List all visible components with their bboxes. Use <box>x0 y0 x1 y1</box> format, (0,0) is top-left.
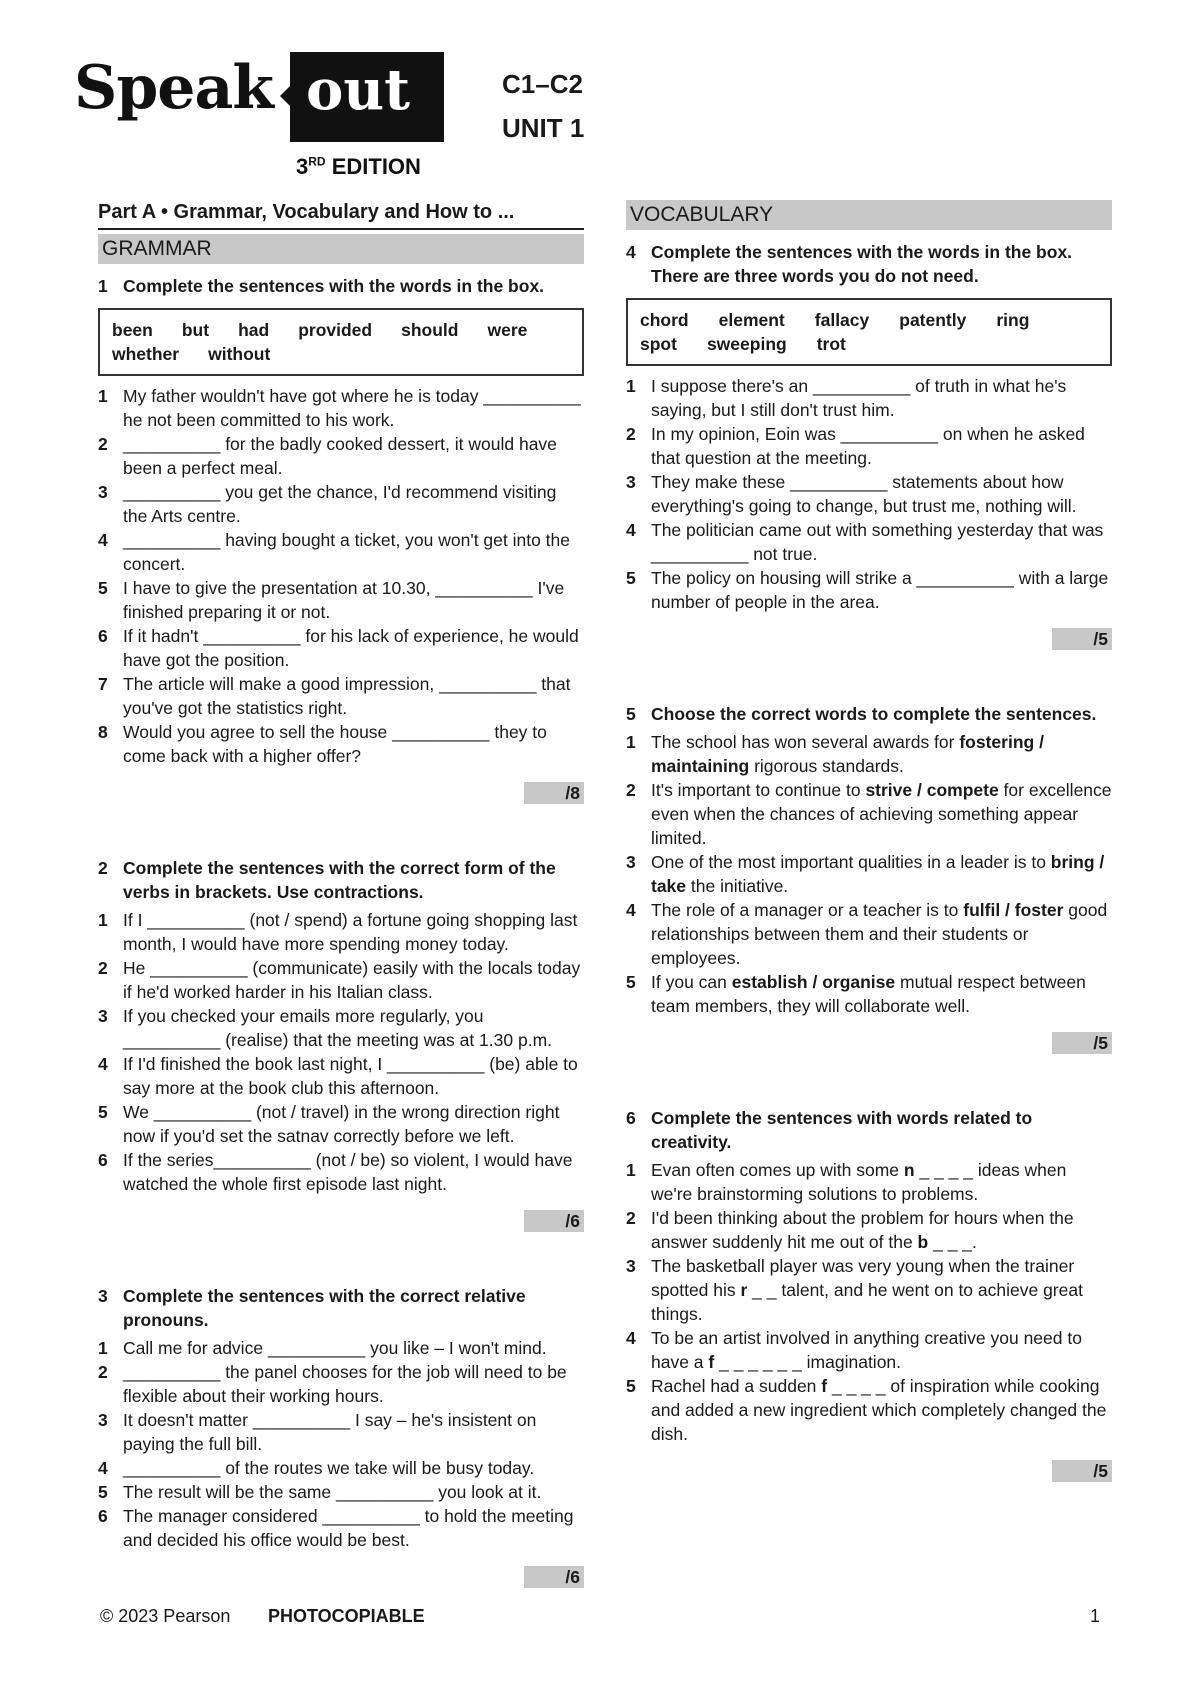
exercise-item <box>626 422 1112 470</box>
item-text: To be an artist involved in anything creative you need to have a f _ _ _ _ _ _ imagination. <box>651 1328 1082 1372</box>
item-number: 4 <box>98 1054 108 1074</box>
item-text: Call me for advice __________ you like – I won't mind. <box>123 1338 547 1358</box>
item-number: 1 <box>98 1338 108 1358</box>
word-box-item: element <box>718 310 785 330</box>
item-text: Would you agree to sell the house __________ they to come back with a higher offer? <box>123 722 547 766</box>
score-box: /5 <box>1052 1032 1112 1054</box>
item-text: __________ for the badly cooked dessert, it would have been a perfect meal. <box>123 434 557 478</box>
item-number: 6 <box>98 626 108 646</box>
item-text: If the series__________ (not / be) so violent, I would have watched the whole first episode last night. <box>123 1150 573 1194</box>
item-text: The politician came out with something yesterday that was __________ not true. <box>651 520 1104 564</box>
word-box <box>626 298 1112 366</box>
exercise-items <box>626 730 1112 1018</box>
grammar-section-bar: GRAMMAR <box>98 234 584 264</box>
score-box: /6 <box>524 1566 584 1588</box>
exercise-item <box>626 470 1112 518</box>
level-header <box>502 62 584 150</box>
exercise-item <box>98 1504 584 1552</box>
bold-choice: n <box>903 1160 915 1180</box>
exercise-item <box>626 518 1112 566</box>
word-box-item: been <box>112 320 153 340</box>
exercise-instruction: Complete the sentences with words related to creativity. <box>651 1108 1033 1152</box>
item-number: 2 <box>98 434 108 454</box>
score-box: /5 <box>1052 628 1112 650</box>
item-number: 2 <box>626 424 636 444</box>
exercise-5 <box>626 702 1112 1054</box>
item-number: 5 <box>626 972 636 992</box>
item-number: 2 <box>98 1362 108 1382</box>
item-text: The manager considered __________ to hold the meeting and decided his office would be best. <box>123 1506 574 1550</box>
unit-label: UNIT 1 <box>502 113 585 143</box>
word-box <box>98 308 584 376</box>
exercise-instruction: Complete the sentences with the words in the box. <box>123 276 545 296</box>
bold-choice: r <box>740 1280 748 1300</box>
exercise-item <box>98 1360 584 1408</box>
item-text: The policy on housing will strike a __________ with a large number of people in the area. <box>651 568 1109 612</box>
item-number: 3 <box>98 1410 108 1430</box>
exercise-item <box>98 576 584 624</box>
item-number: 5 <box>98 578 108 598</box>
exercise-item <box>626 1374 1112 1446</box>
bold-choice: establish / organise <box>731 972 896 992</box>
item-text: They make these __________ statements about how everything's going to change, but trust me, nothing will. <box>651 472 1077 516</box>
item-text: If it hadn't __________ for his lack of experience, he would have got the position. <box>123 626 579 670</box>
word-box-item: whether <box>112 344 180 364</box>
exercise-item <box>98 1004 584 1052</box>
word-box-item: provided <box>298 320 373 340</box>
exercise-item <box>98 1148 584 1196</box>
logo-out-text: out <box>306 57 410 123</box>
item-text: It doesn't matter __________ I say – he's insistent on paying the full bill. <box>123 1410 537 1454</box>
item-number: 3 <box>626 472 636 492</box>
exercise-6 <box>626 1106 1112 1482</box>
item-number: 4 <box>626 520 636 540</box>
item-number: 4 <box>626 900 636 920</box>
exercise-item <box>98 1480 584 1504</box>
item-number: 1 <box>98 386 108 406</box>
exercise-item <box>98 1052 584 1100</box>
exercise-item <box>98 1408 584 1456</box>
exercise-item <box>98 384 584 432</box>
word-box-item: fallacy <box>814 310 870 330</box>
exercise-item <box>98 432 584 480</box>
item-number: 2 <box>98 958 108 978</box>
item-text: The basketball player was very young when the trainer spotted his r _ _ talent, and he went on to achieve great things. <box>651 1256 1083 1324</box>
word-box-item: ring <box>996 310 1030 330</box>
exercise-item <box>98 624 584 672</box>
exercise-item <box>98 672 584 720</box>
exercise-number: 1 <box>98 276 108 296</box>
item-text: We __________ (not / travel) in the wrong direction right now if you'd set the satnav correctly before we left. <box>123 1102 560 1146</box>
exercise-item <box>626 778 1112 850</box>
exercise-items <box>98 384 584 768</box>
item-text: The role of a manager or a teacher is to fulfil / foster good relationships between them and their students or employees. <box>651 900 1108 968</box>
item-text: If you can establish / organise mutual respect between team members, they will collaborate well. <box>651 972 1086 1016</box>
item-text: I suppose there's an __________ of truth in what he's saying, but I still don't trust him. <box>651 376 1067 420</box>
exercise-items <box>98 908 584 1196</box>
item-number: 2 <box>626 780 636 800</box>
item-text: In my opinion, Eoin was __________ on when he asked that question at the meeting. <box>651 424 1085 468</box>
item-number: 5 <box>98 1102 108 1122</box>
word-box-item: but <box>181 320 210 340</box>
item-number: 4 <box>98 530 108 550</box>
item-number: 6 <box>98 1506 108 1526</box>
page-footer <box>100 1606 1100 1627</box>
exercise-item <box>626 374 1112 422</box>
word-box-item: sweeping <box>706 334 787 354</box>
item-text: The article will make a good impression, __________ that you've got the statistics right. <box>123 674 571 718</box>
exercise-item <box>626 566 1112 614</box>
exercise-item <box>98 528 584 576</box>
exercise-4 <box>626 240 1112 650</box>
exercise-instruction: Complete the sentences with the words in the box. There are three words you do not need. <box>651 242 1073 286</box>
item-number: 5 <box>626 1376 636 1396</box>
exercise-item <box>626 1158 1112 1206</box>
exercise-number: 6 <box>626 1108 636 1128</box>
item-text: It's important to continue to strive / compete for excellence even when the chances of achieving something appear limited. <box>651 780 1112 848</box>
exercise-item <box>98 908 584 956</box>
exercise-number: 5 <box>626 704 636 724</box>
page-number: 1 <box>1089 1606 1100 1626</box>
item-text: My father wouldn't have got where he is today __________ he not been committed to his work. <box>123 386 581 430</box>
exercise-number: 3 <box>98 1286 108 1306</box>
exercise-number: 2 <box>98 858 108 878</box>
exercise-1 <box>98 274 584 804</box>
bold-choice: bring / take <box>651 852 1105 896</box>
score-box: /6 <box>524 1210 584 1232</box>
item-number: 5 <box>98 1482 108 1502</box>
speakout-logo <box>74 52 444 182</box>
word-box-item: without <box>208 344 271 364</box>
exercise-number: 4 <box>626 242 636 262</box>
item-text: The school has won several awards for fostering / maintaining rigorous standards. <box>651 732 1044 776</box>
item-number: 3 <box>626 1256 636 1276</box>
item-text: Rachel had a sudden f _ _ _ _ of inspiration while cooking and added a new ingredient which completely changed the dish. <box>651 1376 1107 1444</box>
item-number: 5 <box>626 568 636 588</box>
item-text: The result will be the same __________ you look at it. <box>123 1482 542 1502</box>
exercise-item <box>98 1336 584 1360</box>
item-number: 7 <box>98 674 108 694</box>
exercise-instruction: Complete the sentences with the correct form of the verbs in brackets. Use contractions. <box>123 858 556 902</box>
photocopiable-label: PHOTOCOPIABLE <box>268 1606 425 1626</box>
word-box-item: patently <box>899 310 967 330</box>
right-column <box>626 200 1112 1482</box>
exercise-item <box>626 1206 1112 1254</box>
exercise-2 <box>98 856 584 1232</box>
item-number: 1 <box>626 1160 636 1180</box>
bold-choice: f <box>708 1352 715 1372</box>
vocabulary-section-bar: VOCABULARY <box>626 200 1112 230</box>
item-text: Evan often comes up with some n _ _ _ _ ideas when we're brainstorming solutions to problems. <box>651 1160 1067 1204</box>
item-text: If I __________ (not / spend) a fortune going shopping last month, I would have more spending money today. <box>123 910 578 954</box>
item-number: 8 <box>98 722 108 742</box>
exercise-instruction: Complete the sentences with the correct relative pronouns. <box>123 1286 526 1330</box>
item-number: 3 <box>626 852 636 872</box>
word-box-item: chord <box>640 310 689 330</box>
word-box-item: trot <box>816 334 846 354</box>
exercise-item <box>626 1254 1112 1326</box>
item-text: If I'd finished the book last night, I __________ (be) able to say more at the book club this afternoon. <box>123 1054 578 1098</box>
item-text: I have to give the presentation at 10.30, __________ I've finished preparing it or not. <box>123 578 565 622</box>
bold-choice: b <box>917 1232 929 1252</box>
score-box: /5 <box>1052 1460 1112 1482</box>
exercise-item <box>626 850 1112 898</box>
item-number: 3 <box>98 482 108 502</box>
exercise-item <box>98 956 584 1004</box>
item-number: 1 <box>626 376 636 396</box>
part-title: Part A • Grammar, Vocabulary and How to ... <box>98 200 584 230</box>
bold-choice: strive / compete <box>865 780 999 800</box>
exercise-item <box>98 480 584 528</box>
word-box-item: were <box>487 320 528 340</box>
exercise-instruction: Choose the correct words to complete the sentences. <box>651 704 1097 724</box>
bold-choice: fulfil / foster <box>963 900 1064 920</box>
exercise-item <box>626 898 1112 970</box>
word-box-item: spot <box>640 334 677 354</box>
exercise-items <box>98 1336 584 1552</box>
item-text: __________ you get the chance, I'd recommend visiting the Arts centre. <box>123 482 557 526</box>
item-number: 4 <box>98 1458 108 1478</box>
item-number: 4 <box>626 1328 636 1348</box>
item-text: One of the most important qualities in a leader is to bring / take the initiative. <box>651 852 1105 896</box>
bold-choice: fostering / maintaining <box>651 732 1044 776</box>
logo-edition: 3RD EDITION <box>296 154 421 179</box>
item-text: I'd been thinking about the problem for hours when the answer suddenly hit me out of the b _ _ _. <box>651 1208 1074 1252</box>
item-number: 2 <box>626 1208 636 1228</box>
item-text: __________ of the routes we take will be busy today. <box>123 1458 535 1478</box>
score-box: /8 <box>524 782 584 804</box>
exercise-item <box>626 730 1112 778</box>
copyright: © 2023 Pearson <box>100 1606 231 1626</box>
exercise-item <box>626 970 1112 1018</box>
item-text: __________ having bought a ticket, you won't get into the concert. <box>123 530 571 574</box>
exercise-items <box>626 374 1112 614</box>
item-number: 6 <box>98 1150 108 1170</box>
exercise-item <box>98 720 584 768</box>
item-number: 1 <box>98 910 108 930</box>
exercise-3 <box>98 1284 584 1588</box>
level-label: C1–C2 <box>502 69 583 99</box>
item-number: 3 <box>98 1006 108 1026</box>
item-text: He __________ (communicate) easily with the locals today if he'd worked harder in his Italian class. <box>123 958 581 1002</box>
word-box-item: should <box>401 320 459 340</box>
exercise-item <box>626 1326 1112 1374</box>
logo-speak-text: Speak <box>74 53 273 123</box>
exercise-item <box>98 1100 584 1148</box>
exercise-item <box>98 1456 584 1480</box>
item-text: If you checked your emails more regularly, you __________ (realise) that the meeting was at 1.30 p.m. <box>123 1006 553 1050</box>
left-column <box>98 200 584 1588</box>
item-number: 1 <box>626 732 636 752</box>
bold-choice: f <box>821 1376 828 1396</box>
item-text: __________ the panel chooses for the job will need to be flexible about their working hours. <box>123 1362 567 1406</box>
exercise-items <box>626 1158 1112 1446</box>
word-box-item: had <box>238 320 270 340</box>
